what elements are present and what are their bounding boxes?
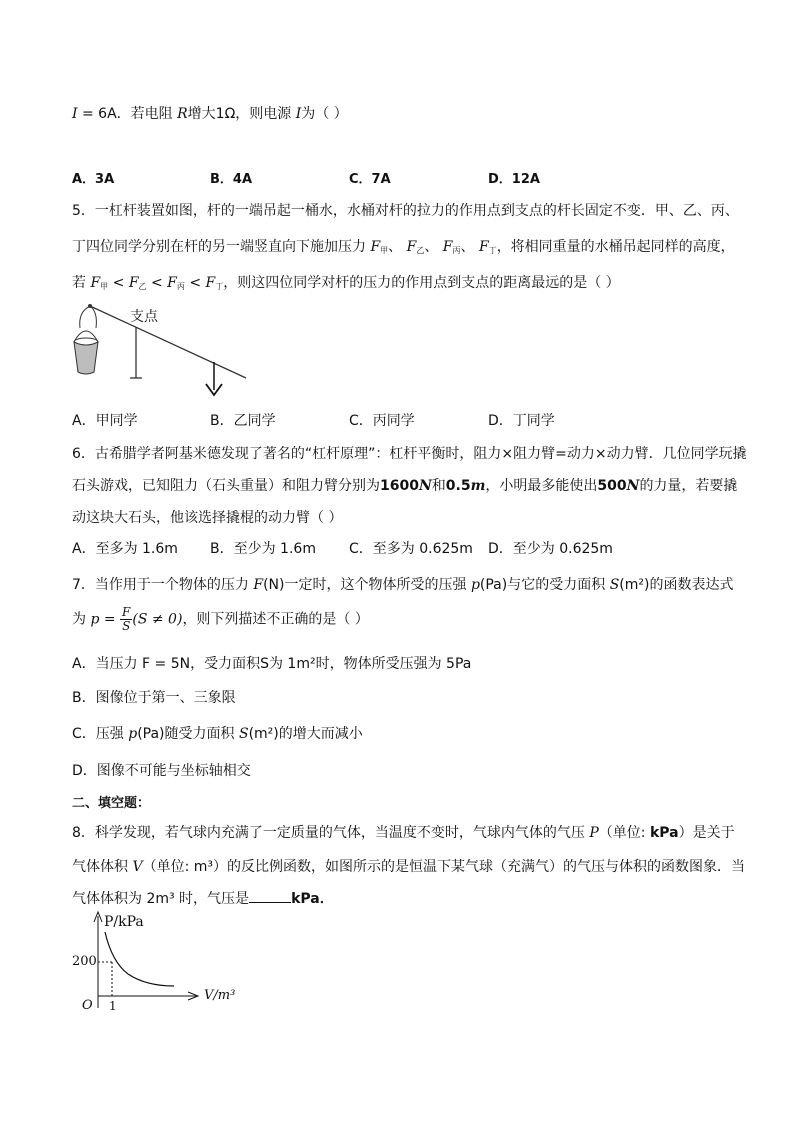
q5-line-1: 5．一杠杆装置如图，杆的一端吊起一桶水，水桶对杆的拉力的作用点到支点的杆长固定不变．甲、乙、丙、 xyxy=(72,203,739,219)
q7-option-c[interactable]: C．压强 p(Pa)随受力面积 S(m²)的增大而减小 xyxy=(72,726,363,742)
lever-bar xyxy=(90,306,246,378)
q7-option-a[interactable]: A．当压力 F = 5N，受力面积S为 1m²时，物体所受压强为 5Pa xyxy=(72,656,472,672)
q5-line-2: 丁四位同学分别在杆的另一端竖直向下施加压力 $F_甲$、 $F_乙$、 $F_丙$、 $F_丁$，将相同重量的水桶吊起同样的高度， xyxy=(72,239,735,255)
q5-option-a[interactable]: A．甲同学 xyxy=(72,413,138,429)
q6-option-c[interactable]: C．至多为 0.625m xyxy=(349,541,473,557)
q7-option-b[interactable]: B．图像位于第一、三象限 xyxy=(72,690,236,706)
graph-x-tick: 1 xyxy=(109,999,117,1013)
graph-y-tick: 200 xyxy=(72,954,97,969)
q6-option-b[interactable]: B．至少为 1.6m xyxy=(210,541,316,557)
q6-line-3: 动这块大石头，他该选择撬棍的动力臂（ ） xyxy=(72,510,343,526)
answer-blank[interactable] xyxy=(249,889,291,903)
q4-option-d[interactable]: D．12A xyxy=(488,172,540,187)
q4-question-tail: I = 6A．若电阻 R增大1Ω，则电源 I为（ ） xyxy=(72,106,348,122)
lever-figure xyxy=(68,298,258,400)
q6-option-d[interactable]: D．至少为 0.625m xyxy=(488,541,613,557)
bucket-rope xyxy=(80,306,97,328)
q7-line-1: 7．当作用于一个物体的压力 F(N)一定时，这个物体所受的压强 p(Pa)与它的受力面积 S(m²)的函数表达式 xyxy=(72,577,734,593)
graph-x-label: V/m³ xyxy=(204,988,236,1003)
q8-line-2: 气体体积 V（单位: m³）的反比例函数，如图所示的是恒温下某气球（充满气）的气压与体积的函数图象．当 xyxy=(72,859,745,875)
inverse-curve xyxy=(105,932,174,986)
q8-line-1: 8．科学发现，若气球内充满了一定质量的气体，当温度不变时，气球内气体的气压 P（单位: kPa）是关于 xyxy=(72,825,735,841)
q5-line-3: 若 $F_甲 < F_乙 < F_丙 < F_丁$，则这四位同学对杆的压力的作用点到支点的距离最远的是（ ） xyxy=(72,275,620,291)
fulcrum-label: 支点 xyxy=(130,309,158,325)
section-heading: 二、填空题： xyxy=(72,796,151,811)
q4-option-a[interactable]: A．3A xyxy=(72,172,115,187)
graph-y-label: P/kPa xyxy=(104,914,144,930)
q4-option-c[interactable]: C．7A xyxy=(349,172,391,187)
q6-line-2: 石头游戏，已知阻力（石头重量）和阻力臂分别为1600N和0.5m，小明最多能使出500N的力量，若要撬 xyxy=(72,478,738,494)
q5-option-b[interactable]: B．乙同学 xyxy=(210,413,276,429)
q6-line-1: 6．古希腊学者阿基米德发现了著名的“杠杆原理”：杠杆平衡时，阻力×阻力臂=动力×动力臂．几位同学玩撬 xyxy=(72,446,747,462)
q7-line-2: 为 p = $\frac{F}{S}$ (S ≠ 0)，则下列描述不正确的是（ ） xyxy=(72,605,369,633)
q6-option-a[interactable]: A．至多为 1.6m xyxy=(72,541,178,557)
bucket-icon xyxy=(74,342,98,374)
q8-line-3: 气体体积为 2m³ 时，气压是 kPa． xyxy=(72,891,334,907)
q5-option-d[interactable]: D．丁同学 xyxy=(488,413,555,429)
q5-option-c[interactable]: C．丙同学 xyxy=(349,413,415,429)
graph-origin: O xyxy=(82,998,93,1013)
q7-option-d[interactable]: D．图像不可能与坐标轴相交 xyxy=(72,763,251,779)
q4-option-b[interactable]: B．4A xyxy=(210,172,253,187)
q7-formula-fraction: $\frac{F}{S}$ xyxy=(122,605,131,633)
